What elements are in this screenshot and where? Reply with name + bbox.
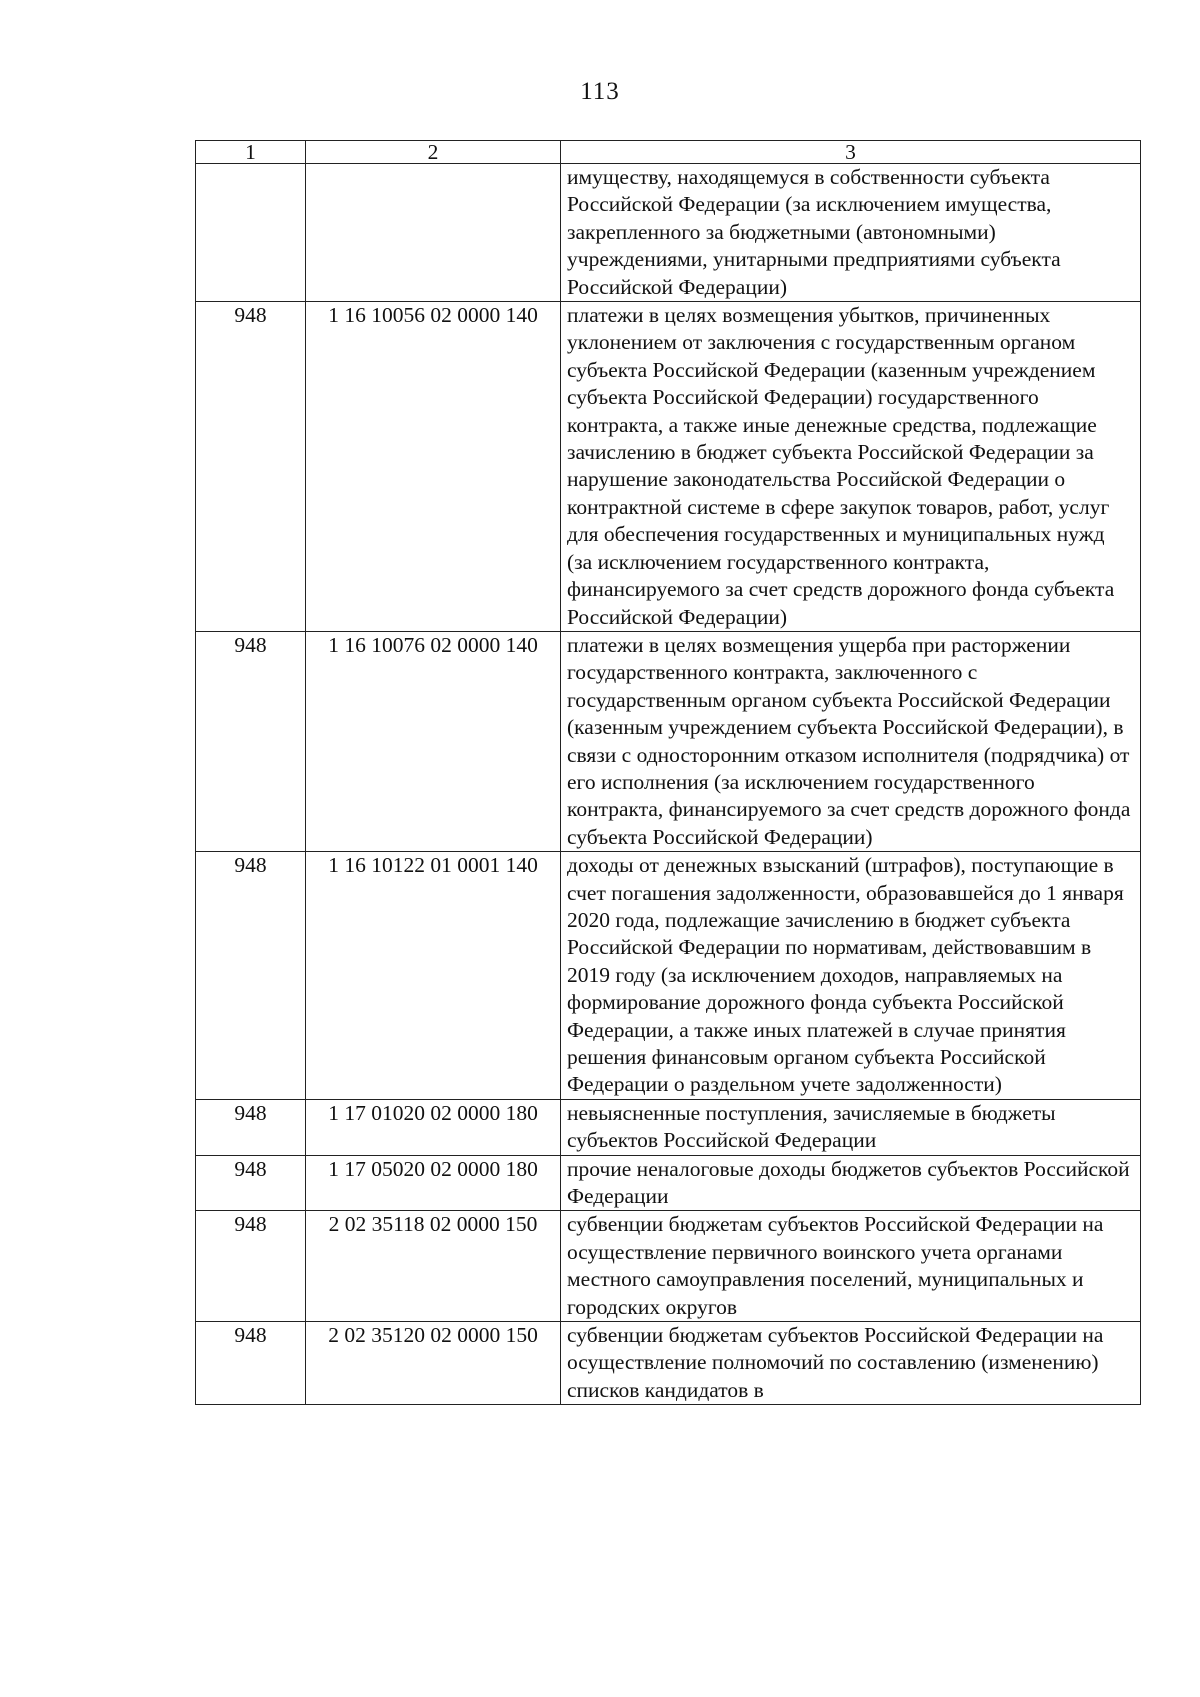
admin-code-cell: 948 (196, 631, 306, 851)
description-cell: доходы от денежных взысканий (штрафов), поступающие в счет погашения задолженности, образовавшейся до 1 января 2020 года, подлежащие зачислению в бюджет субъекта Российской Федерации по нормативам, действовавшим в 2019 году (за исключением доходов, направляемых на формирование дорожного фонда субъекта Российской Федерации, а также иных платежей в случае принятия решения финансовым органом субъекта Российской Федерации о раздельном учете задолженности) (561, 852, 1141, 1100)
table-row (196, 852, 1141, 1100)
admin-code-cell (196, 164, 306, 302)
admin-code-cell: 948 (196, 1322, 306, 1405)
header-col-1: 1 (196, 141, 306, 164)
admin-code-cell: 948 (196, 1099, 306, 1155)
description-cell: имуществу, находящемуся в собственности субъекта Российской Федерации (за исключением имущества, закрепленного за бюджетными (автономными) учреждениями, унитарными предприятиями субъекта Российской Федерации) (561, 164, 1141, 302)
admin-code-cell: 948 (196, 302, 306, 632)
budget-code-cell: 1 17 05020 02 0000 180 (306, 1155, 561, 1211)
admin-code-cell: 948 (196, 1155, 306, 1211)
budget-code-cell (306, 164, 561, 302)
revenue-codes-table (195, 140, 1141, 1405)
table-row (196, 302, 1141, 632)
budget-code-cell: 2 02 35120 02 0000 150 (306, 1322, 561, 1405)
budget-code-cell: 1 17 01020 02 0000 180 (306, 1099, 561, 1155)
budget-code-cell: 1 16 10076 02 0000 140 (306, 631, 561, 851)
table-header-row (196, 141, 1141, 164)
table-row (196, 1099, 1141, 1155)
header-col-2: 2 (306, 141, 561, 164)
table-row (196, 1155, 1141, 1211)
description-cell: платежи в целях возмещения убытков, причиненных уклонением от заключения с государственным органом субъекта Российской Федерации (казенным учреждением субъекта Российской Федерации) государственного контракта, а также иные денежные средства, подлежащие зачислению в бюджет субъекта Российской Федерации за нарушение законодательства Российской Федерации о контрактной системе в сфере закупок товаров, работ, услуг для обеспечения государственных и муниципальных нужд (за исключением государственного контракта, финансируемого за счет средств дорожного фонда субъекта Российской Федерации) (561, 302, 1141, 632)
description-cell: субвенции бюджетам субъектов Российской Федерации на осуществление полномочий по составлению (изменению) списков кандидатов в (561, 1322, 1141, 1405)
budget-code-cell: 1 16 10056 02 0000 140 (306, 302, 561, 632)
description-cell: субвенции бюджетам субъектов Российской Федерации на осуществление первичного воинского учета органами местного самоуправления поселений, муниципальных и городских округов (561, 1211, 1141, 1322)
description-cell: невыясненные поступления, зачисляемые в бюджеты субъектов Российской Федерации (561, 1099, 1141, 1155)
description-cell: платежи в целях возмещения ущерба при расторжении государственного контракта, заключенного с государственным органом субъекта Российской Федерации (казенным учреждением субъекта Российской Федерации), в связи с односторонним отказом исполнителя (подрядчика) от его исполнения (за исключением государственного контракта, финансируемого за счет средств дорожного фонда субъекта Российской Федерации) (561, 631, 1141, 851)
table-row (196, 1211, 1141, 1322)
admin-code-cell: 948 (196, 852, 306, 1100)
description-cell: прочие неналоговые доходы бюджетов субъектов Российской Федерации (561, 1155, 1141, 1211)
budget-code-cell: 1 16 10122 01 0001 140 (306, 852, 561, 1100)
table-row (196, 631, 1141, 851)
table-row (196, 1322, 1141, 1405)
header-col-3: 3 (561, 141, 1141, 164)
budget-code-cell: 2 02 35118 02 0000 150 (306, 1211, 561, 1322)
table-row (196, 164, 1141, 302)
page-number: 113 (580, 78, 620, 105)
admin-code-cell: 948 (196, 1211, 306, 1322)
